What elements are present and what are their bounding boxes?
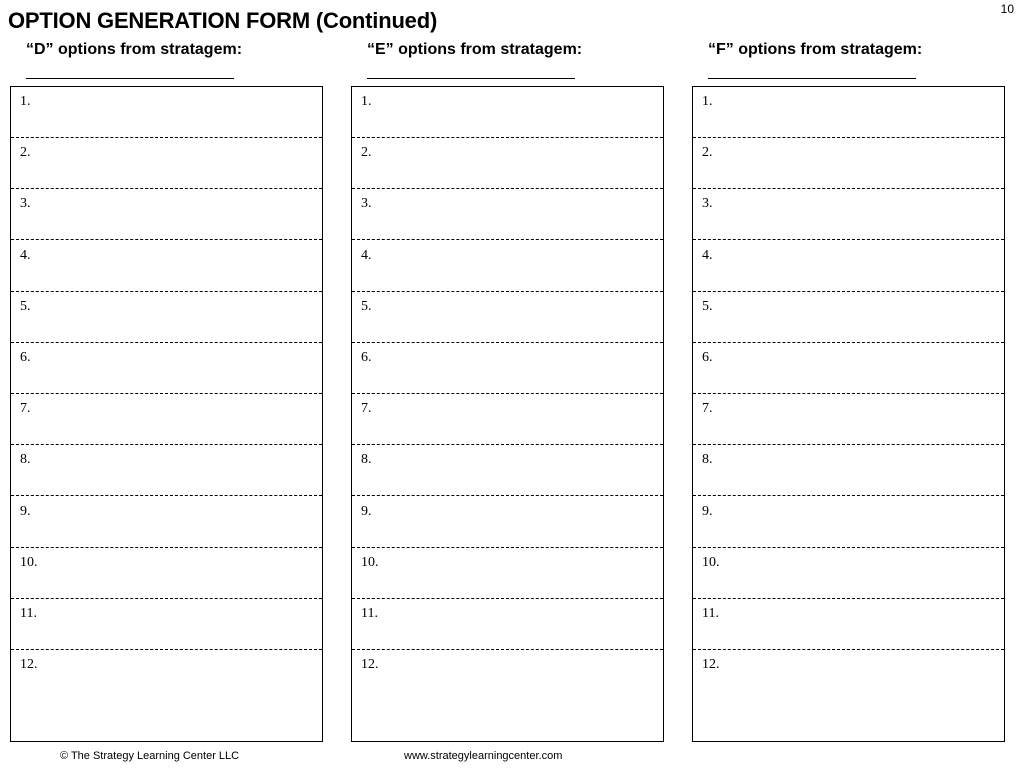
footer-copyright: © The Strategy Learning Center LLC — [60, 750, 240, 762]
e-option-row[interactable] — [352, 497, 663, 548]
row-number: 11. — [20, 606, 37, 621]
f-option-row[interactable] — [693, 189, 1004, 240]
row-number: 3. — [702, 196, 713, 211]
row-number: 10. — [702, 555, 720, 570]
row-number: 3. — [361, 196, 372, 211]
row-number: 9. — [702, 504, 713, 519]
f-option-row[interactable] — [693, 87, 1004, 138]
footer-website: www.strategylearningcenter.com — [404, 750, 563, 762]
row-number: 11. — [361, 606, 378, 621]
f-option-row[interactable] — [693, 497, 1004, 548]
row-number: 7. — [361, 401, 372, 416]
row-number: 12. — [20, 657, 38, 672]
d-option-row[interactable] — [11, 497, 322, 548]
page-number: 10 — [1000, 2, 1014, 16]
row-number: 12. — [702, 657, 720, 672]
row-number: 11. — [702, 606, 719, 621]
row-number: 9. — [361, 504, 372, 519]
row-number: 8. — [361, 452, 372, 467]
row-number: 8. — [702, 452, 713, 467]
e-option-row[interactable] — [352, 343, 663, 394]
row-number: 6. — [702, 350, 713, 365]
row-number: 1. — [20, 94, 31, 109]
row-number: 12. — [361, 657, 379, 672]
e-option-row[interactable] — [352, 599, 663, 650]
d-option-row[interactable] — [11, 548, 322, 599]
e-option-row[interactable] — [352, 292, 663, 343]
row-number: 10. — [20, 555, 38, 570]
f-option-row[interactable] — [693, 343, 1004, 394]
row-number: 6. — [361, 350, 372, 365]
d-stratagem-blank-line[interactable] — [26, 78, 234, 79]
d-option-row[interactable] — [11, 445, 322, 496]
row-number: 5. — [361, 299, 372, 314]
e-option-row[interactable] — [352, 241, 663, 292]
f-option-row[interactable] — [693, 650, 1004, 746]
d-options-box — [10, 86, 323, 742]
row-number: 3. — [20, 196, 31, 211]
row-number: 9. — [20, 504, 31, 519]
f-option-row[interactable] — [693, 599, 1004, 650]
f-option-row[interactable] — [693, 241, 1004, 292]
e-stratagem-blank-line[interactable] — [367, 78, 575, 79]
row-number: 7. — [702, 401, 713, 416]
e-option-row[interactable] — [352, 445, 663, 496]
d-option-row[interactable] — [11, 241, 322, 292]
row-number: 1. — [702, 94, 713, 109]
f-option-row[interactable] — [693, 445, 1004, 496]
d-options-heading: “D” options from stratagem: — [26, 41, 243, 58]
e-option-row[interactable] — [352, 87, 663, 138]
d-option-row[interactable] — [11, 343, 322, 394]
row-number: 2. — [702, 145, 713, 160]
row-number: 10. — [361, 555, 379, 570]
d-option-row[interactable] — [11, 292, 322, 343]
row-number: 5. — [20, 299, 31, 314]
d-option-row[interactable] — [11, 599, 322, 650]
row-number: 8. — [20, 452, 31, 467]
page-title: OPTION GENERATION FORM (Continued) — [8, 8, 438, 33]
d-option-row[interactable] — [11, 189, 322, 240]
row-number: 2. — [361, 145, 372, 160]
d-option-row[interactable] — [11, 87, 322, 138]
row-number: 4. — [702, 248, 713, 263]
f-option-row[interactable] — [693, 394, 1004, 445]
row-number: 4. — [361, 248, 372, 263]
f-stratagem-blank-line[interactable] — [708, 78, 916, 79]
e-option-row[interactable] — [352, 394, 663, 445]
f-option-row[interactable] — [693, 548, 1004, 599]
row-number: 7. — [20, 401, 31, 416]
e-options-box — [351, 86, 664, 742]
d-option-row[interactable] — [11, 394, 322, 445]
e-option-row[interactable] — [352, 189, 663, 240]
row-number: 2. — [20, 145, 31, 160]
e-option-row[interactable] — [352, 650, 663, 746]
row-number: 4. — [20, 248, 31, 263]
row-number: 1. — [361, 94, 372, 109]
f-option-row[interactable] — [693, 138, 1004, 189]
e-option-row[interactable] — [352, 548, 663, 599]
row-number: 6. — [20, 350, 31, 365]
f-option-row[interactable] — [693, 292, 1004, 343]
e-options-heading: “E” options from stratagem: — [367, 41, 583, 58]
d-option-row[interactable] — [11, 650, 322, 746]
e-option-row[interactable] — [352, 138, 663, 189]
d-option-row[interactable] — [11, 138, 322, 189]
row-number: 5. — [702, 299, 713, 314]
f-options-box — [692, 86, 1005, 742]
f-options-heading: “F” options from stratagem: — [708, 41, 923, 58]
